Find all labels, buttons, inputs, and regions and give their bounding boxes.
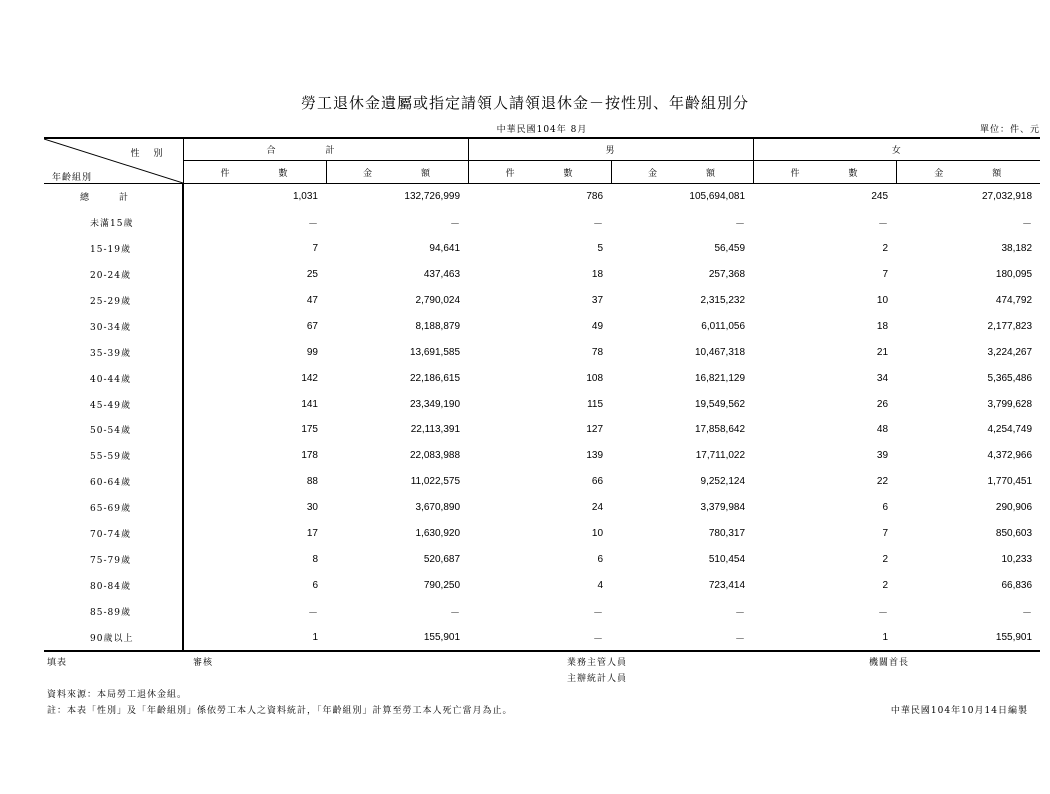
cell-male-count: 127 <box>586 424 604 436</box>
cell-total-count: 1,031 <box>292 191 318 203</box>
subheader-count: 件 數 <box>183 161 326 184</box>
cell-male-amount: － <box>735 607 746 619</box>
table-row <box>44 210 1040 236</box>
row-label-cell <box>44 313 183 339</box>
cell-total-count: 178 <box>301 450 318 462</box>
cell-female-amount: 4,372,966 <box>987 450 1033 462</box>
row-label-cell <box>44 365 183 391</box>
cell-male-amount: 9,252,124 <box>700 476 746 488</box>
cell-female-count: 245 <box>871 191 889 203</box>
cell-total-amount: 3,670,890 <box>415 502 461 514</box>
cell-female-amount: 27,032,918 <box>981 191 1033 203</box>
cell-female-amount: 10,233 <box>1001 553 1033 565</box>
table-row <box>44 598 1040 624</box>
group-header-male: 男 <box>468 138 753 161</box>
cell-total-amount: 22,186,615 <box>409 372 461 384</box>
cell-female-count: 22 <box>876 476 889 488</box>
cell-male-amount: 19,549,562 <box>694 398 746 410</box>
cell-total-count: － <box>308 607 318 619</box>
age-group-label: 未滿15歲 <box>90 219 134 230</box>
cell-total-count: 6 <box>312 579 318 591</box>
cell-male-amount: 723,414 <box>708 579 746 591</box>
cell-female-count: 34 <box>876 372 889 384</box>
age-group-label: 75-79歲 <box>90 555 131 566</box>
cell-total-amount: 23,349,190 <box>409 398 461 410</box>
cell-female-amount: － <box>1022 219 1033 231</box>
corner-label-age: 年齡組別 <box>52 173 93 183</box>
cell-male-count: － <box>593 607 604 619</box>
cell-female-count: 7 <box>882 269 889 281</box>
row-label-cell <box>44 339 183 365</box>
table-row <box>44 365 1040 391</box>
cell-male-count: 115 <box>587 398 604 410</box>
table-body <box>44 184 1040 652</box>
age-group-label: 90歲以上 <box>90 633 134 644</box>
cell-male-amount: 56,459 <box>714 243 746 255</box>
cell-female-count: 21 <box>876 346 889 358</box>
cell-male-count: 5 <box>597 243 604 255</box>
cell-total-amount: 22,113,391 <box>410 424 461 436</box>
age-group-label: 80-84歲 <box>90 581 131 592</box>
cell-female-amount: 5,365,486 <box>987 372 1033 384</box>
table-row <box>44 624 1040 651</box>
header-row-subcolumns <box>44 161 1040 184</box>
subheader-count: 件 數 <box>753 161 896 184</box>
cell-total-amount: 520,687 <box>423 553 461 565</box>
age-group-label: 25-29歲 <box>90 297 131 307</box>
cell-female-amount: 850,603 <box>995 528 1033 540</box>
cell-total-amount: 790,250 <box>423 579 461 591</box>
cell-total-count: 99 <box>306 346 318 358</box>
age-group-label: 40-44歲 <box>90 374 131 385</box>
cell-total-count: 8 <box>312 553 318 565</box>
table-row <box>44 236 1040 262</box>
age-group-label: 60-64歲 <box>90 478 131 489</box>
table-row <box>44 391 1040 417</box>
cell-total-amount: 1,630,920 <box>415 528 461 540</box>
table-row <box>44 417 1040 443</box>
cell-male-count: 108 <box>586 372 604 384</box>
subheader-amount: 金 額 <box>326 161 468 184</box>
cell-female-amount: 180,095 <box>995 269 1033 281</box>
report-title: 勞工退休金遺屬或指定請領人請領退休金－按性別、年齡組別分 <box>300 94 749 112</box>
table-row <box>44 339 1040 365</box>
subheader-count: 件 數 <box>468 161 611 184</box>
cell-total-amount: 437,463 <box>423 269 461 281</box>
age-group-label: 65-69歲 <box>90 504 131 515</box>
cell-male-count: 786 <box>586 191 604 203</box>
cell-female-count: 6 <box>882 502 889 514</box>
cell-female-count: 2 <box>882 579 889 591</box>
stats-head-label: 主辦統計人員 <box>567 674 628 684</box>
statistics-table <box>44 137 1040 652</box>
cell-female-count: 7 <box>882 528 889 540</box>
cell-male-amount: － <box>611 624 753 651</box>
cell-male-amount: 17,858,642 <box>694 424 746 436</box>
cell-male-amount: － <box>735 219 746 231</box>
cell-female-amount: 4,254,749 <box>987 424 1033 436</box>
corner-header-cell <box>44 138 183 184</box>
cell-male-amount: 17,711,022 <box>695 450 746 462</box>
header-row-groups <box>44 138 1040 161</box>
cell-total-amount: 94,641 <box>429 243 461 255</box>
cell-male-amount: 257,368 <box>708 269 746 281</box>
age-group-label: 20-24歲 <box>90 271 131 282</box>
cell-total-count: 142 <box>301 372 318 384</box>
cell-male-amount: 510,454 <box>708 553 746 565</box>
cell-female-amount: 38,182 <box>1001 243 1033 255</box>
cell-male-count: 10 <box>591 528 604 540</box>
cell-total-amount: 132,726,999 <box>404 191 461 203</box>
row-label-cell <box>44 469 183 495</box>
row-label-cell <box>44 572 183 598</box>
row-label-cell <box>44 288 183 314</box>
cell-female-amount: 1,770,451 <box>987 476 1033 488</box>
cell-female-amount: 3,799,628 <box>987 398 1033 410</box>
cell-male-amount: 105,694,081 <box>689 191 746 203</box>
compiled-date: 中華民國104年10月14日編製 <box>890 706 1028 716</box>
cell-total-amount: 13,691,585 <box>409 346 461 358</box>
cell-female-count: － <box>878 219 889 231</box>
cell-male-count: － <box>593 219 604 231</box>
cell-total-count: 67 <box>306 320 318 332</box>
row-label-cell <box>44 495 183 521</box>
row-label-cell <box>44 391 183 417</box>
cell-male-count: 37 <box>591 295 604 306</box>
cell-male-count: 139 <box>586 450 604 462</box>
subtitle-line <box>44 122 1040 136</box>
row-label-cell <box>44 521 183 547</box>
cell-male-amount: 3,379,984 <box>700 502 746 514</box>
cell-female-count: － <box>878 607 889 619</box>
age-group-label: 15-19歲 <box>90 245 131 256</box>
business-head-label: 業務主管人員 <box>567 658 628 668</box>
subheader-amount: 金 額 <box>896 161 1040 184</box>
cell-total-count: 175 <box>301 424 318 436</box>
cell-total-amount: 11,022,575 <box>410 476 461 488</box>
cell-female-count: 39 <box>876 450 889 462</box>
row-label-cell <box>44 236 183 262</box>
row-label-cell <box>44 417 183 443</box>
table-row <box>44 572 1040 598</box>
cell-total-amount: 8,188,879 <box>415 320 461 332</box>
table-row <box>44 469 1040 495</box>
cell-total-amount: 2,790,024 <box>415 295 461 306</box>
row-label-cell <box>44 210 183 236</box>
cell-female-count: 10 <box>876 295 889 306</box>
cell-total-amount: － <box>450 219 461 231</box>
group-header-total: 合計 <box>183 138 468 161</box>
cell-female-count: 26 <box>876 398 889 410</box>
cell-total-count: 30 <box>306 502 318 514</box>
cell-male-count: 24 <box>591 502 604 514</box>
corner-label-gender: 性別 <box>130 149 177 159</box>
cell-male-count: 18 <box>591 269 604 281</box>
cell-female-count: 48 <box>876 424 889 436</box>
footnote: 註：本表「性別」及「年齡組別」係依勞工本人之資料統計，「年齡組別」計算至勞工本人死亡當月為止。 <box>47 706 513 716</box>
age-group-label: 55-59歲 <box>90 452 131 463</box>
cell-total-amount: － <box>450 607 461 619</box>
cell-female-count: 1 <box>753 624 896 651</box>
age-group-label: 50-54歲 <box>90 426 131 437</box>
cell-total-amount: 22,083,988 <box>409 450 461 462</box>
age-group-label: 總計 <box>80 193 159 204</box>
reviewed-by-label: 審核 <box>193 658 214 668</box>
cell-female-amount: 290,906 <box>995 502 1033 514</box>
cell-female-count: 18 <box>876 320 889 332</box>
row-label-cell <box>44 262 183 288</box>
cell-female-amount: － <box>1022 607 1033 619</box>
row-label-cell <box>44 184 183 210</box>
age-group-label: 85-89歲 <box>90 607 131 618</box>
table-row <box>44 443 1040 469</box>
cell-male-amount: 2,315,232 <box>700 295 746 306</box>
cell-total-count: 7 <box>312 243 318 255</box>
cell-male-amount: 6,011,056 <box>701 320 746 332</box>
cell-male-count: 49 <box>591 320 604 332</box>
cell-male-count: 66 <box>591 476 604 488</box>
prepared-by-label: 填表 <box>47 658 68 668</box>
cell-total-count: 25 <box>306 269 318 281</box>
source-note: 資料來源：本局勞工退休金組。 <box>47 690 188 700</box>
row-label-cell <box>44 624 183 651</box>
group-header-female: 女 <box>753 138 1040 161</box>
table-row <box>44 546 1040 572</box>
cell-total-count: 17 <box>306 528 318 540</box>
cell-total-amount: 155,901 <box>326 624 468 651</box>
agency-head-label: 機關首長 <box>869 658 910 668</box>
table-row <box>44 495 1040 521</box>
cell-female-amount: 474,792 <box>995 295 1033 306</box>
table-row <box>44 521 1040 547</box>
cell-female-amount: 3,224,267 <box>987 346 1033 358</box>
cell-total-count: 88 <box>306 476 318 488</box>
cell-male-amount: 16,821,129 <box>694 372 746 384</box>
unit-label: 單位：件、元 <box>979 125 1040 135</box>
age-group-label: 70-74歲 <box>90 530 131 541</box>
table-row <box>44 313 1040 339</box>
cell-female-count: 2 <box>882 553 889 565</box>
cell-total-count: 141 <box>301 398 318 410</box>
age-group-label: 35-39歲 <box>90 348 131 359</box>
row-label-cell <box>44 443 183 469</box>
cell-male-count: － <box>468 624 611 651</box>
cell-female-amount: 2,177,823 <box>987 320 1033 332</box>
cell-male-count: 4 <box>597 579 604 591</box>
cell-total-count: 47 <box>306 295 318 306</box>
row-label-cell <box>44 546 183 572</box>
row-label-cell <box>44 598 183 624</box>
table-row-total <box>44 184 1040 210</box>
cell-female-amount: 155,901 <box>896 624 1040 651</box>
cell-male-count: 6 <box>597 553 604 565</box>
cell-male-amount: 10,467,318 <box>694 346 746 358</box>
cell-total-count: 1 <box>183 624 326 651</box>
cell-male-amount: 780,317 <box>708 528 746 540</box>
cell-male-count: 78 <box>591 346 604 358</box>
age-group-label: 30-34歲 <box>90 322 131 333</box>
report-date: 中華民國104年 8月 <box>496 125 588 135</box>
age-group-label: 45-49歲 <box>90 400 131 411</box>
cell-female-amount: 66,836 <box>1001 579 1033 591</box>
table-row <box>44 262 1040 288</box>
cell-female-count: 2 <box>882 243 889 255</box>
subheader-amount: 金 額 <box>611 161 753 184</box>
table-row <box>44 288 1040 314</box>
cell-total-count: － <box>308 219 318 231</box>
